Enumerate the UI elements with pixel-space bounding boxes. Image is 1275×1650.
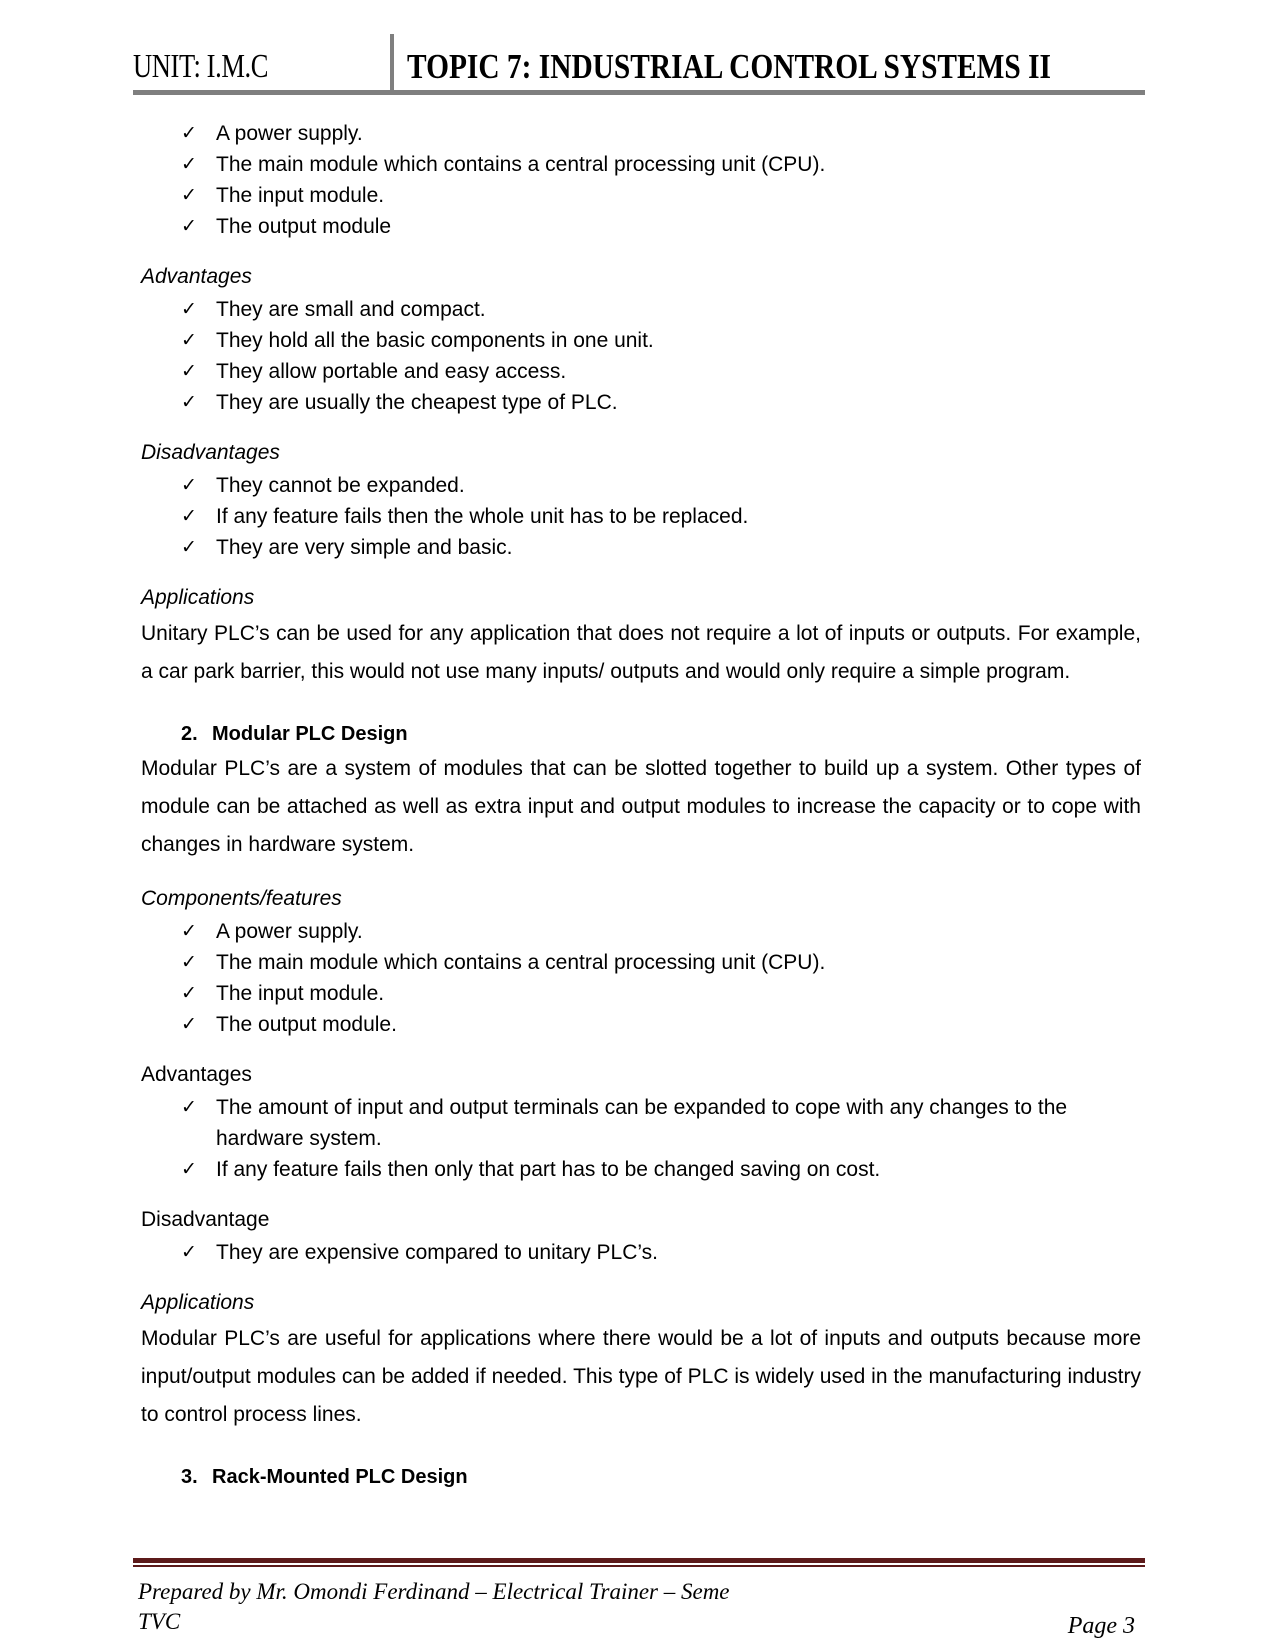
check-icon: ✓ (181, 392, 197, 413)
page-footer (133, 1558, 1145, 1647)
modular-components-heading: Components/features (141, 887, 342, 910)
list-item (141, 978, 1141, 1009)
list-item-label: They hold all the basic components in one unit. (216, 329, 654, 352)
footer-prepared-by: Prepared by Mr. Omondi Ferdinand – Electrical Trainer – Seme TVC (138, 1579, 730, 1634)
check-icon: ✓ (181, 330, 197, 351)
check-icon: ✓ (181, 475, 197, 496)
list-item (141, 149, 1141, 180)
list-item-label: They are very simple and basic. (216, 536, 513, 559)
list-item-label: If any feature fails then only that part has to be changed saving on cost. (216, 1158, 881, 1181)
modular-components-list (141, 916, 1141, 1040)
check-icon: ✓ (181, 361, 197, 382)
footer-rule-thin (133, 1565, 1145, 1567)
rack-section-title: Rack-Mounted PLC Design (212, 1466, 468, 1488)
check-icon: ✓ (181, 921, 197, 942)
list-item-label: A power supply. (216, 920, 363, 943)
modular-applications-text: Modular PLC’s are useful for applications where there would be a lot of inputs and outputs because more input/output modules can be added if needed. This type of PLC is widely used in the manufacturing industry to control process lines. (141, 1327, 1141, 1426)
modular-disadvantage-heading: Disadvantage (141, 1208, 270, 1231)
list-item-label: If any feature fails then the whole unit has to be replaced. (216, 505, 749, 528)
list-item (141, 325, 1141, 356)
check-icon: ✓ (181, 1242, 197, 1263)
header-topic-title: TOPIC 7: INDUSTRIAL CONTROL SYSTEMS II (407, 47, 1051, 86)
check-icon: ✓ (181, 299, 197, 320)
list-item (141, 1237, 1141, 1268)
footer-page-number: Page 3 (1067, 1613, 1135, 1639)
list-item-label: The output module (216, 215, 392, 238)
list-item (141, 180, 1141, 211)
list-item-label: They allow portable and easy access. (216, 360, 567, 383)
list-item (141, 118, 1141, 149)
list-item-label: The main module which contains a central processing unit (CPU). (216, 951, 826, 974)
header-vertical-divider (390, 34, 394, 92)
page-header (133, 28, 1145, 100)
list-item-label: A power supply. (216, 122, 363, 145)
header-horizontal-rule (133, 90, 1145, 95)
check-icon: ✓ (181, 123, 197, 144)
check-icon: ✓ (181, 185, 197, 206)
modular-intro-text: Modular PLC’s are a system of modules that can be slotted together to build up a system. Other types of module can be attached as well as extra input and output modules to increase the capacity or to cope with changes in hardware system. (141, 757, 1141, 856)
document-body (141, 118, 1141, 1493)
list-item (141, 532, 1141, 563)
unitary-disadvantages-list (141, 470, 1141, 563)
list-item (141, 501, 1141, 532)
list-item-label: The input module. (216, 982, 385, 1005)
modular-disadvantage-list (141, 1237, 1141, 1268)
list-item (141, 356, 1141, 387)
rack-section-number: 3. (181, 1466, 198, 1488)
list-item (141, 470, 1141, 501)
list-item-label: They cannot be expanded. (216, 474, 465, 497)
unitary-applications-text: Unitary PLC’s can be used for any application that does not require a lot of inputs or outputs. For example, a car park barrier, this would not use many inputs/ outputs and would only require a simple program. (141, 622, 1141, 683)
check-icon: ✓ (181, 1159, 197, 1180)
list-item-label: They are expensive compared to unitary PLC’s. (216, 1241, 659, 1264)
list-item (141, 1009, 1141, 1040)
modular-section-heading (141, 719, 1141, 750)
check-icon: ✓ (181, 1014, 197, 1035)
check-icon: ✓ (181, 537, 197, 558)
modular-section-number: 2. (181, 723, 198, 745)
check-icon: ✓ (181, 952, 197, 973)
check-icon: ✓ (181, 506, 197, 527)
list-item (141, 1092, 1141, 1154)
list-item (141, 211, 1141, 242)
list-item (141, 387, 1141, 418)
list-item (141, 1154, 1141, 1185)
list-item-label: They are usually the cheapest type of PLC. (216, 391, 618, 414)
rack-section-heading (141, 1462, 1141, 1493)
modular-section-title: Modular PLC Design (212, 723, 408, 745)
list-item (141, 294, 1141, 325)
header-unit-label: UNIT: I.M.C (133, 48, 269, 85)
unitary-components-list (141, 118, 1141, 242)
list-item (141, 916, 1141, 947)
check-icon: ✓ (181, 1097, 197, 1118)
list-item-label: The amount of input and output terminals can be expanded to cope with any changes to the hardware system. (216, 1096, 1068, 1150)
unitary-disadvantages-heading: Disadvantages (141, 441, 280, 464)
unitary-advantages-list (141, 294, 1141, 418)
list-item-label: They are small and compact. (216, 298, 486, 321)
list-item-label: The main module which contains a central processing unit (CPU). (216, 153, 826, 176)
list-item-label: The input module. (216, 184, 385, 207)
unitary-advantages-heading: Advantages (141, 265, 252, 288)
check-icon: ✓ (181, 983, 197, 1004)
modular-advantages-heading: Advantages (141, 1063, 252, 1086)
check-icon: ✓ (181, 216, 197, 237)
list-item-label: The output module. (216, 1013, 397, 1036)
modular-applications-heading: Applications (141, 1291, 255, 1314)
check-icon: ✓ (181, 154, 197, 175)
list-item (141, 947, 1141, 978)
unitary-applications-heading: Applications (141, 586, 255, 609)
modular-advantages-list (141, 1092, 1141, 1185)
